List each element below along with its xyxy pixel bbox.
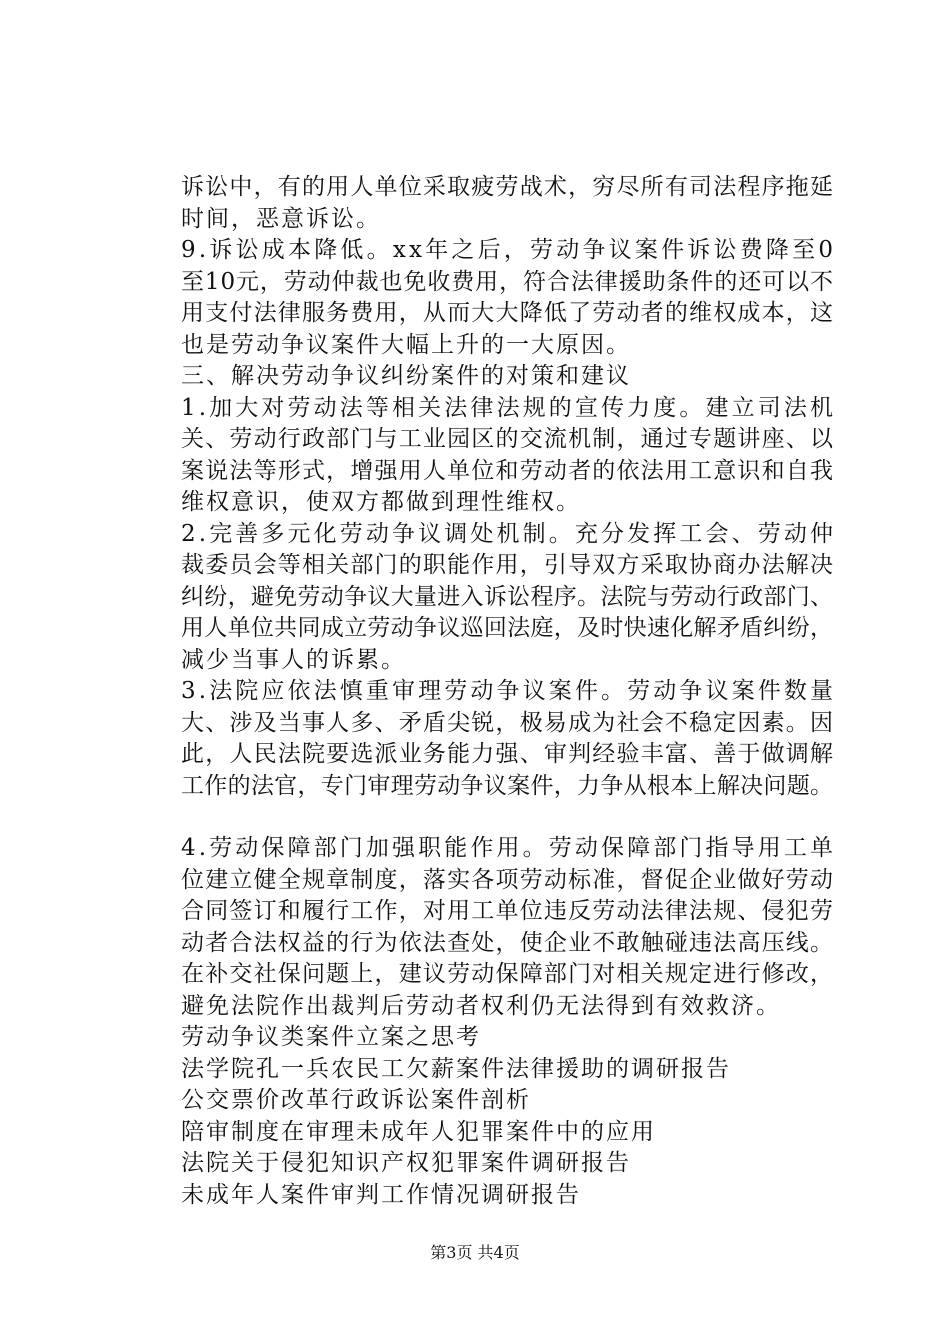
body-line: 时间，恶意诉讼。 [181, 205, 381, 232]
body-line: 用支付法律服务费用，从而大大降低了劳动者的维权成本，这 [181, 300, 835, 326]
body-line: 2.完善多元化劳动争议调处机制。充分发挥工会、劳动仲 [181, 520, 837, 547]
body-line: 陪审制度在审理未成年人犯罪案件中的应用 [181, 1118, 656, 1145]
body-text [181, 172, 837, 1211]
body-line: 至10元，劳动仲裁也免收费用，符合法律援助条件的还可以不 [181, 268, 834, 295]
body-line: 减少当事人的诉累。 [181, 646, 406, 673]
body-line: 9.诉讼成本降低。xx年之后，劳动争议案件诉讼费降至0 [181, 237, 837, 263]
body-line: 纠纷，避免劳动争议大量进入诉讼程序。法院与劳动行政部门、 [181, 583, 834, 610]
body-line: 此，人民法院要选派业务能力强、审判经验丰富、善于做调解 [181, 741, 835, 767]
body-line: 也是劳动争议案件大幅上升的一大原因。 [181, 331, 631, 358]
body-line: 4.劳动保障部门加强职能作用。劳动保障部门指导用工单 [181, 835, 837, 861]
body-line: 避免法院作出裁判后劳动者权利仍无法得到有效救济。 [181, 992, 781, 1019]
body-line [181, 802, 833, 833]
body-line: 诉讼中，有的用人单位采取疲劳战术，穷尽所有司法程序拖延 [181, 174, 835, 200]
body-line: 位建立健全规章制度，落实各项劳动标准，督促企业做好劳动 [181, 866, 835, 893]
body-line: 裁委员会等相关部门的职能作用，引导双方采取协商办法解决 [181, 552, 835, 578]
body-line: 未成年人案件审判工作情况调研报告 [181, 1181, 581, 1208]
body-line: 1.加大对劳动法等相关法律法规的宣传力度。建立司法机 [181, 394, 837, 421]
body-line: 公交票价改革行政诉讼案件剖析 [181, 1087, 531, 1113]
body-line: 劳动争议类案件立案之思考 [181, 1024, 481, 1050]
page-footer: 第3页 共4页 [430, 1243, 520, 1262]
body-line: 工作的法官，专门审理劳动争议案件，力争从根本上解决问题。 [181, 772, 834, 799]
body-line: 在补交社保问题上，建议劳动保障部门对相关规定进行修改， [181, 961, 835, 987]
body-line: 关、劳动行政部门与工业园区的交流机制，通过专题讲座、以 [181, 426, 835, 452]
body-line: 大、涉及当事人多、矛盾尖锐，极易成为社会不稳定因素。因 [181, 709, 835, 736]
body-line: 动者合法权益的行为依法查处，使企业不敢触碰违法高压线。 [181, 929, 835, 956]
body-line: 三、解决劳动争议纠纷案件的对策和建议 [181, 363, 631, 389]
body-line: 法院关于侵犯知识产权犯罪案件调研报告 [181, 1150, 631, 1176]
body-line: 法学院孔一兵农民工欠薪案件法律援助的调研报告 [181, 1055, 731, 1082]
body-line: 3.法院应依法慎重审理劳动争议案件。劳动争议案件数量 [181, 678, 837, 704]
body-line: 案说法等形式，增强用人单位和劳动者的依法用工意识和自我 [181, 457, 835, 484]
body-line: 维权意识，使双方都做到理性维权。 [181, 489, 581, 515]
body-line: 合同签订和履行工作，对用工单位违反劳动法律法规、侵犯劳 [181, 898, 835, 924]
body-line: 用人单位共同成立劳动争议巡回法庭，及时快速化解矛盾纠纷， [181, 615, 834, 641]
